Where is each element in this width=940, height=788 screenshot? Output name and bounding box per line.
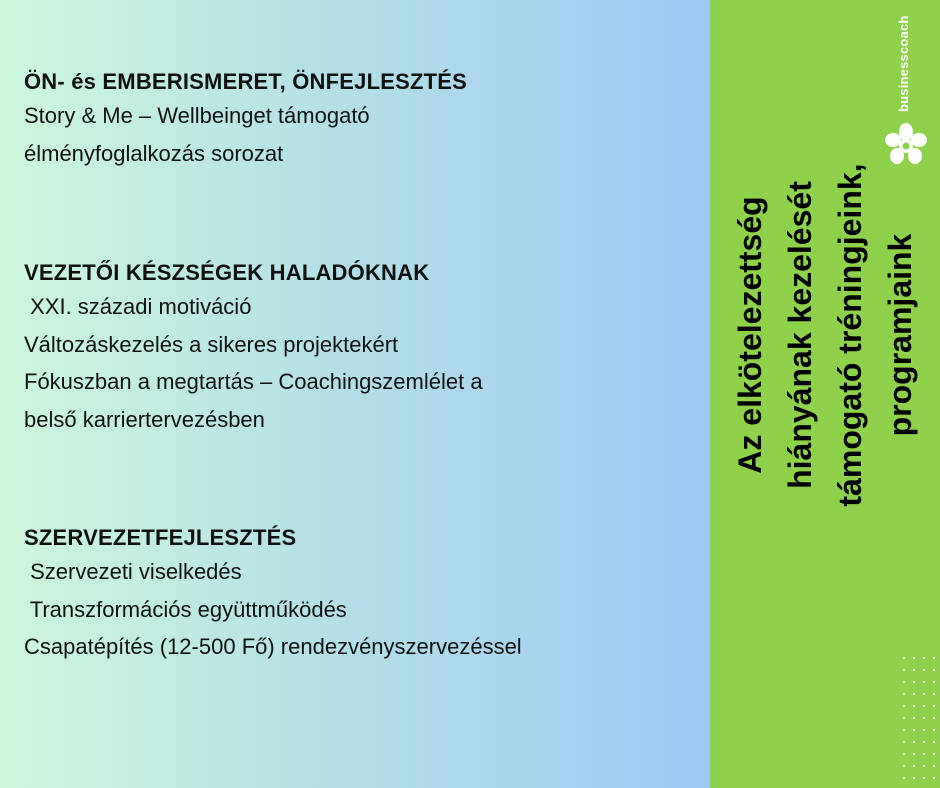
section-leadership-skills xyxy=(24,258,483,438)
flower-logo-icon xyxy=(877,120,935,168)
side-headline-line: Az elkötelezettség xyxy=(732,196,768,474)
section-title: ÖN- és EMBERISMERET, ÖNFEJLESZTÉS xyxy=(24,69,468,94)
section-line: Transzformációs együttműködés xyxy=(24,596,347,622)
side-headline-line: hiányának kezelését xyxy=(782,181,818,489)
section-title: SZERVEZETFEJLESZTÉS xyxy=(24,525,297,550)
section-org-development xyxy=(24,523,522,666)
brand-name: businesscoach xyxy=(896,15,911,112)
side-headline-line: támogató tréningjeink, xyxy=(832,163,868,507)
section-self-knowledge xyxy=(24,67,467,172)
section-line: belső karriertervezésben xyxy=(24,406,265,432)
section-line: Story & Me – Wellbeinget támogató xyxy=(24,103,370,128)
section-line: XXI. századi motiváció xyxy=(24,294,252,319)
side-headline-line: programjaink xyxy=(882,233,918,437)
decorative-dots xyxy=(898,652,938,782)
section-line: Csapatépítés (12-500 Fő) rendezvényszervezéssel xyxy=(24,634,522,659)
section-line: élményfoglalkozás sorozat xyxy=(24,140,284,166)
section-line: Változáskezelés a sikeres projektekért xyxy=(24,331,399,357)
section-line: Fókuszban a megtartás – Coachingszemlélet a xyxy=(24,369,483,394)
section-title: VEZETŐI KÉSZSÉGEK HALADÓKNAK xyxy=(24,260,430,285)
section-line: Szervezeti viselkedés xyxy=(24,559,242,584)
